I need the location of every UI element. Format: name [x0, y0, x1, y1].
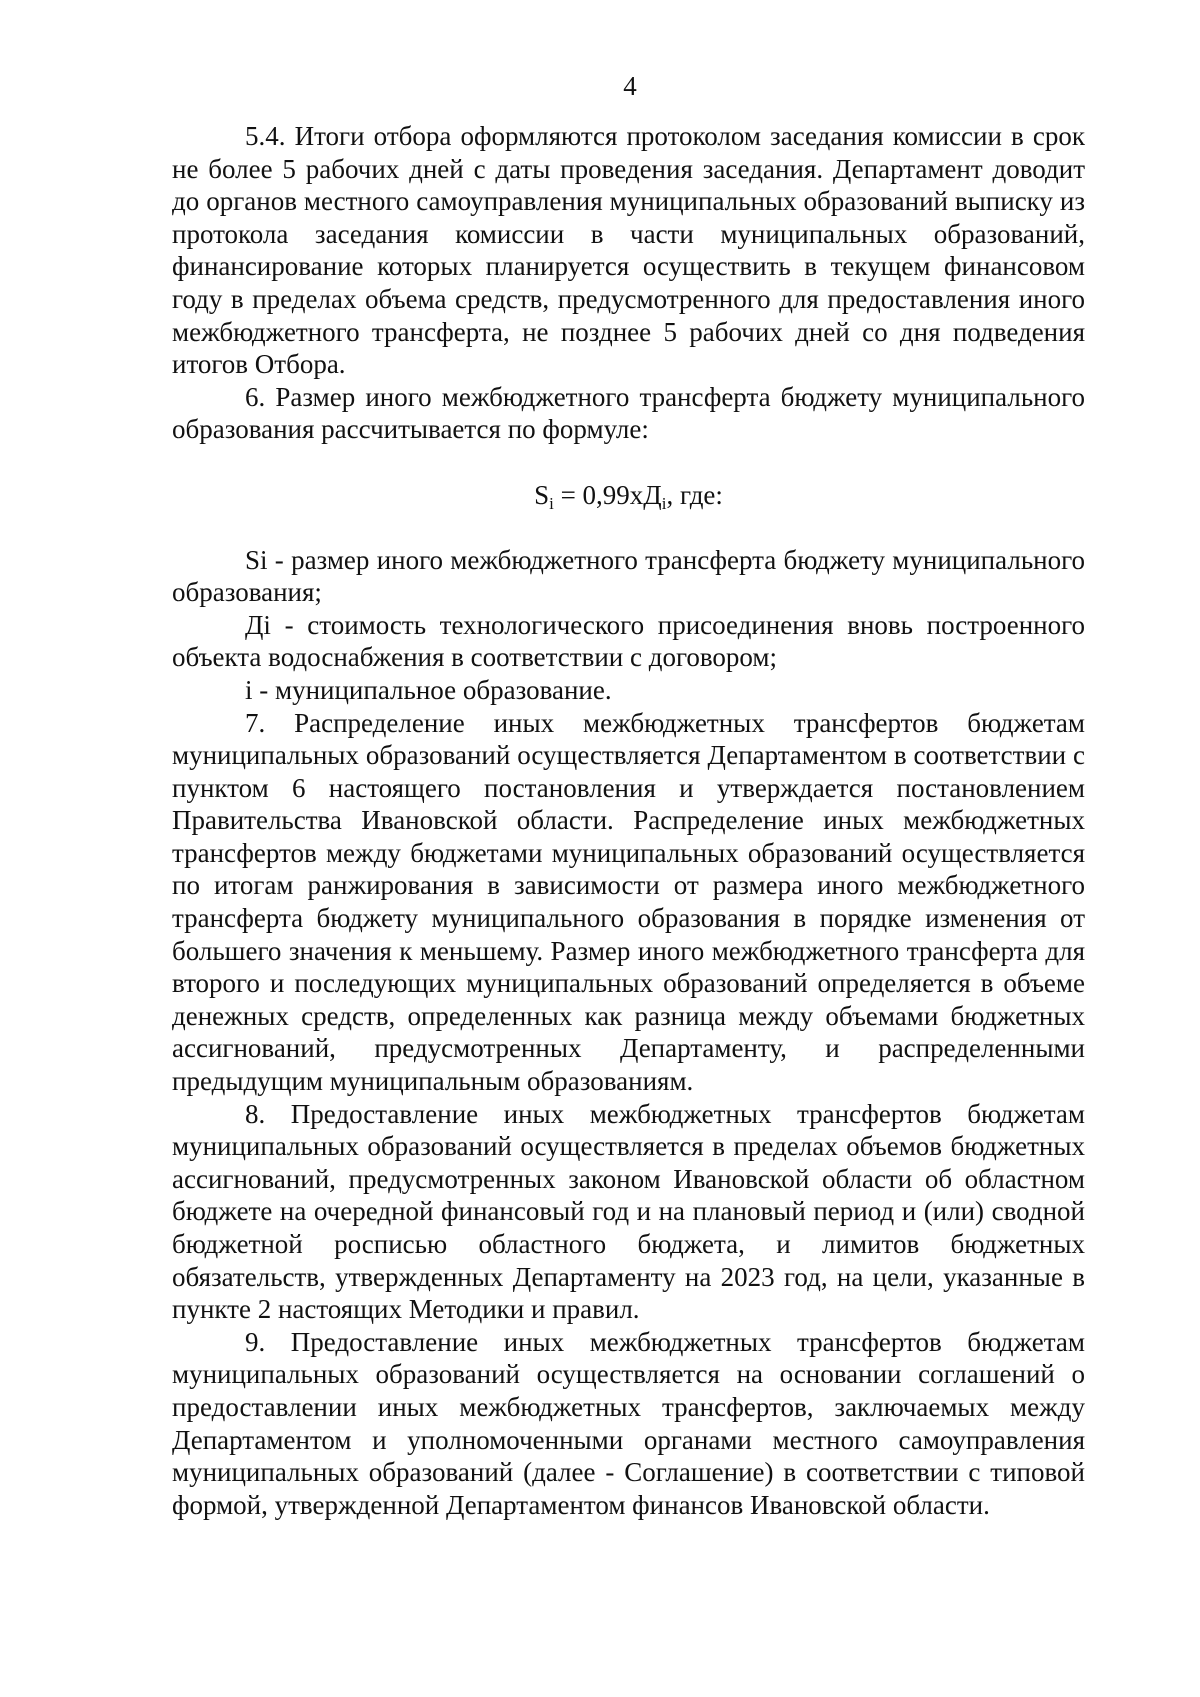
- paragraph-7: 7. Распределение иных межбюджетных трансфертов бюджетам муниципальных образований осуществляется Департаментом в соответствии с пунктом 6 настоящего постановления и утверждается постановлением Правительства Ивановской области. Распределение иных межбюджетных трансфертов между бюджетами муниципальных образований осуществляется по итогам ранжирования в зависимости от размера иного межбюджетного трансферта бюджету муниципального образования в порядке изменения от большего значения к меньшему. Размер иного межбюджетного трансферта для второго и последующих муниципальных образований определяется в объеме денежных средств, определенных как разница между объемами бюджетных ассигнований, предусмотренных Департаменту, и распределенными предыдущим муниципальным образованиям.: [172, 707, 1085, 1097]
- definition-di: Дi - стоимость технологического присоединения вновь построенного объекта водоснабжения в соответствии с договором;: [172, 609, 1085, 673]
- formula-equation: = 0,99хД: [553, 479, 662, 510]
- definition-i: i - муниципальное образование.: [245, 674, 612, 705]
- paragraph-9: 9. Предоставление иных межбюджетных трансфертов бюджетам муниципальных образований осуществляется на основании соглашений о предоставлении иных межбюджетных трансфертов, заключаемых между Департаментом и уполномоченными органами местного самоуправления муниципальных образований (далее - Соглашение) в соответствии с типовой формой, утвержденной Департаментом финансов Ивановской области.: [172, 1326, 1085, 1520]
- formula-s: S: [534, 479, 550, 510]
- document-body: [172, 120, 1085, 1521]
- formula-s-subscript: i: [549, 493, 554, 513]
- formula: [172, 479, 1085, 512]
- paragraph-6: 6. Размер иного межбюджетного трансферта бюджету муниципального образования рассчитывается по формуле:: [172, 381, 1085, 445]
- definition-si: Si - размер иного межбюджетного трансферта бюджету муниципального образования;: [172, 544, 1085, 608]
- formula-d-subscript: i: [661, 493, 667, 513]
- paragraph-8: 8. Предоставление иных межбюджетных трансфертов бюджетам муниципальных образований осуществляется в пределах объемов бюджетных ассигнований, предусмотренных законом Ивановской области об областном бюджете на очередной финансовый год и на плановый период и (или) сводной бюджетной росписью областного бюджета, и лимитов бюджетных обязательств, утвержденных Департаменту на 2023 год, на цели, указанные в пункте 2 настоящих Методики и правил.: [172, 1098, 1085, 1325]
- formula-tail: , где:: [666, 479, 723, 510]
- page-number: 4: [623, 71, 637, 101]
- paragraph-5-4: 5.4. Итоги отбора оформляются протоколом заседания комиссии в срок не более 5 рабочих дней с даты проведения заседания. Департамент доводит до органов местного самоуправления муниципальных образований выписку из протокола заседания комиссии в части муниципальных образований, финансирование которых планируется осуществить в текущем финансовом году в пределах объема средств, предусмотренного для предоставления иного межбюджетного трансферта, не позднее 5 рабочих дней со дня подведения итогов Отбора.: [172, 121, 1085, 380]
